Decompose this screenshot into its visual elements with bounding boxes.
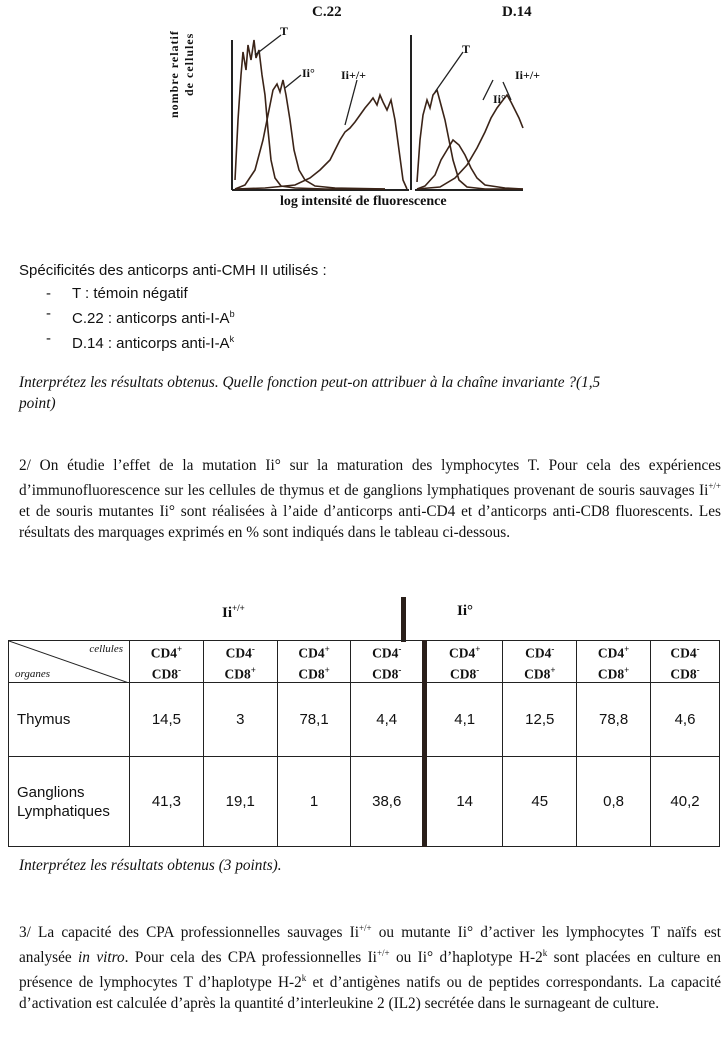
table-row [9,757,720,847]
value-cell: 4,4 [351,683,425,757]
q3-t3: . Pour cela des CPA professionnelles Ii [124,949,377,967]
col-marker-b: CD8 [151,666,179,681]
value-cell: 4,1 [424,683,502,757]
q3-s2: +/+ [376,948,390,959]
y-axis-label-line2: de cellules [182,32,196,96]
col-sign-b: - [398,664,402,675]
column-header [651,641,720,683]
group-label-mutant: Ii° [457,603,474,619]
table-header-row [9,641,720,683]
q3-in-vitro: in vitro [78,949,125,967]
q3-t2: ou mutante Ii° d’activer les lymphocytes T naïfs est analysée [19,924,721,967]
y-axis-label-line1: nombre relatif [167,30,181,118]
corner-label-organs: organes [15,668,51,680]
col-marker-b: CD8 [670,666,697,681]
spec-item [46,304,235,329]
value-cell: 3 [203,683,277,757]
spec-sup: k [229,334,235,344]
col-marker-a: CD4 [150,645,177,661]
value-cell: 45 [503,757,577,847]
spec-item [46,329,235,354]
q3-t1: 3/ La capacité des CPA professionnelles sauvages Ii [19,924,359,942]
col-sign-b: + [550,664,556,675]
spec-dash: - [46,330,51,347]
col-marker-a: CD4 [525,645,552,661]
col-marker-b: CD8 [298,666,325,681]
question3-text [19,918,721,1014]
col-sign-a: + [324,644,330,654]
q3-t6: et d’antigènes natifs ou de peptides correspondants. La capacité d’activation est calculée d’après la quantité d’interleukine 2 (IL2) secrétée dans le surnageant de culture. [19,974,721,1013]
curve-label-t-right: T [462,42,471,56]
question2-text [19,455,721,543]
flow-cytometry-figure [167,0,555,215]
col-marker-a: CD4 [298,645,325,661]
curve-label-ii0-left: Ii° [302,66,315,80]
q3-t5: sont placées en culture en présence de lymphocytes T d’haplotype H-2 [19,949,721,992]
spec-text: C.22 : anticorps anti-I-A [72,310,230,327]
col-sign-a: + [624,644,630,654]
q3-s3: k [542,948,548,959]
value-cell: 14,5 [130,683,204,757]
question1-instruction: Interprétez les résultats obtenus. Quelle fonction peut-on attribuer à la chaîne invariante ?(1,5 point) [19,374,601,412]
spec-dash: - [46,285,51,302]
y-axis-label [167,30,197,118]
antibody-spec-heading: Spécificités des anticorps anti-CMH II utilisés : [19,262,327,279]
panel-title-left: C.22 [312,4,342,20]
value-cell: 14 [424,757,502,847]
col-marker-b: CD8 [597,666,625,681]
histogram-plots [185,0,555,215]
panel-title-right: D.14 [502,4,532,20]
col-marker-a: CD4 [225,645,252,661]
col-marker-a: CD4 [448,645,476,661]
col-marker-a: CD4 [372,645,399,661]
col-sign-a: + [176,644,183,654]
curve-label-t-left: T [280,24,289,38]
col-marker-b: CD8 [372,666,399,681]
value-cell: 78,8 [577,683,651,757]
col-sign-a: - [251,644,255,654]
q2-sup: +/+ [708,481,721,491]
spec-text: D.14 : anticorps anti-I-A [72,335,230,352]
col-marker-b: CD8 [224,666,251,681]
value-cell: 12,5 [503,683,577,757]
column-header [277,641,351,683]
col-sign-a: - [398,644,402,654]
q3-s1: +/+ [358,923,372,933]
group-wt-sup: +/+ [232,603,245,613]
col-marker-b: CD8 [450,666,477,681]
corner-label-cells: cellules [89,643,123,655]
q2-part2: et de souris mutantes Ii° sont réalisées à l’aide d’anticorps anti-CD4 et d’anticorps anti-CD8 fluorescents. Les résultats des marquages exprimés en % sont indiqués dans le tableau ci-dessous. [19,503,721,542]
col-sign-b: - [178,664,182,675]
antibody-spec-list [46,284,235,354]
col-sign-a: - [696,644,700,654]
spec-sup: b [229,309,235,319]
value-cell: 1 [277,757,351,847]
question2-instruction: Interprétez les résultats obtenus (3 points). [19,857,282,874]
corner-cell [9,641,130,683]
spec-text: T : témoin négatif [72,285,188,302]
group-divider [401,597,406,642]
organ-cell: Ganglions Lymphatiques [9,757,130,847]
col-sign-b: - [696,664,700,675]
q3-s4: k [301,973,307,984]
col-marker-a: CD4 [670,645,697,661]
organ-cell: Thymus [9,683,130,757]
col-marker-b: CD8 [524,666,551,681]
col-sign-a: + [475,644,481,654]
group-label-wild-type [222,603,245,622]
curve-label-iiwt-right: Ii+/+ [515,68,541,82]
col-sign-b: + [624,664,630,675]
column-header [130,641,204,683]
column-header [351,641,425,683]
results-table [8,640,720,847]
column-header [203,641,277,683]
column-header [424,641,502,683]
col-sign-b: + [250,664,256,675]
col-sign-b: - [476,664,480,675]
value-cell: 4,6 [651,683,720,757]
x-axis-label: log intensité de fluorescence [280,194,447,209]
group-wt-text: Ii [222,605,233,621]
value-cell: 38,6 [351,757,425,847]
table-row [9,683,720,757]
curve-label-iiwt-left: Ii+/+ [341,68,367,82]
value-cell: 41,3 [130,757,204,847]
value-cell: 40,2 [651,757,720,847]
spec-item [46,284,235,304]
col-sign-b: + [324,664,330,675]
col-sign-a: - [551,644,555,654]
q2-part1: 2/ On étudie l’effet de la mutation Ii° sur la maturation des lymphocytes T. Pour cela des expériences d’immunofluorescence sur les cellules de thymus et de ganglions lymphatiques provenant de souris sauvages Ii [19,457,721,500]
column-header [503,641,577,683]
curve-label-ii0-right: Ii° [493,92,506,106]
value-cell: 0,8 [577,757,651,847]
value-cell: 78,1 [277,683,351,757]
q3-t4: ou Ii° d’haplotype H-2 [389,949,543,967]
column-header [577,641,651,683]
value-cell: 19,1 [203,757,277,847]
spec-dash: - [46,305,51,322]
col-marker-a: CD4 [597,645,625,661]
